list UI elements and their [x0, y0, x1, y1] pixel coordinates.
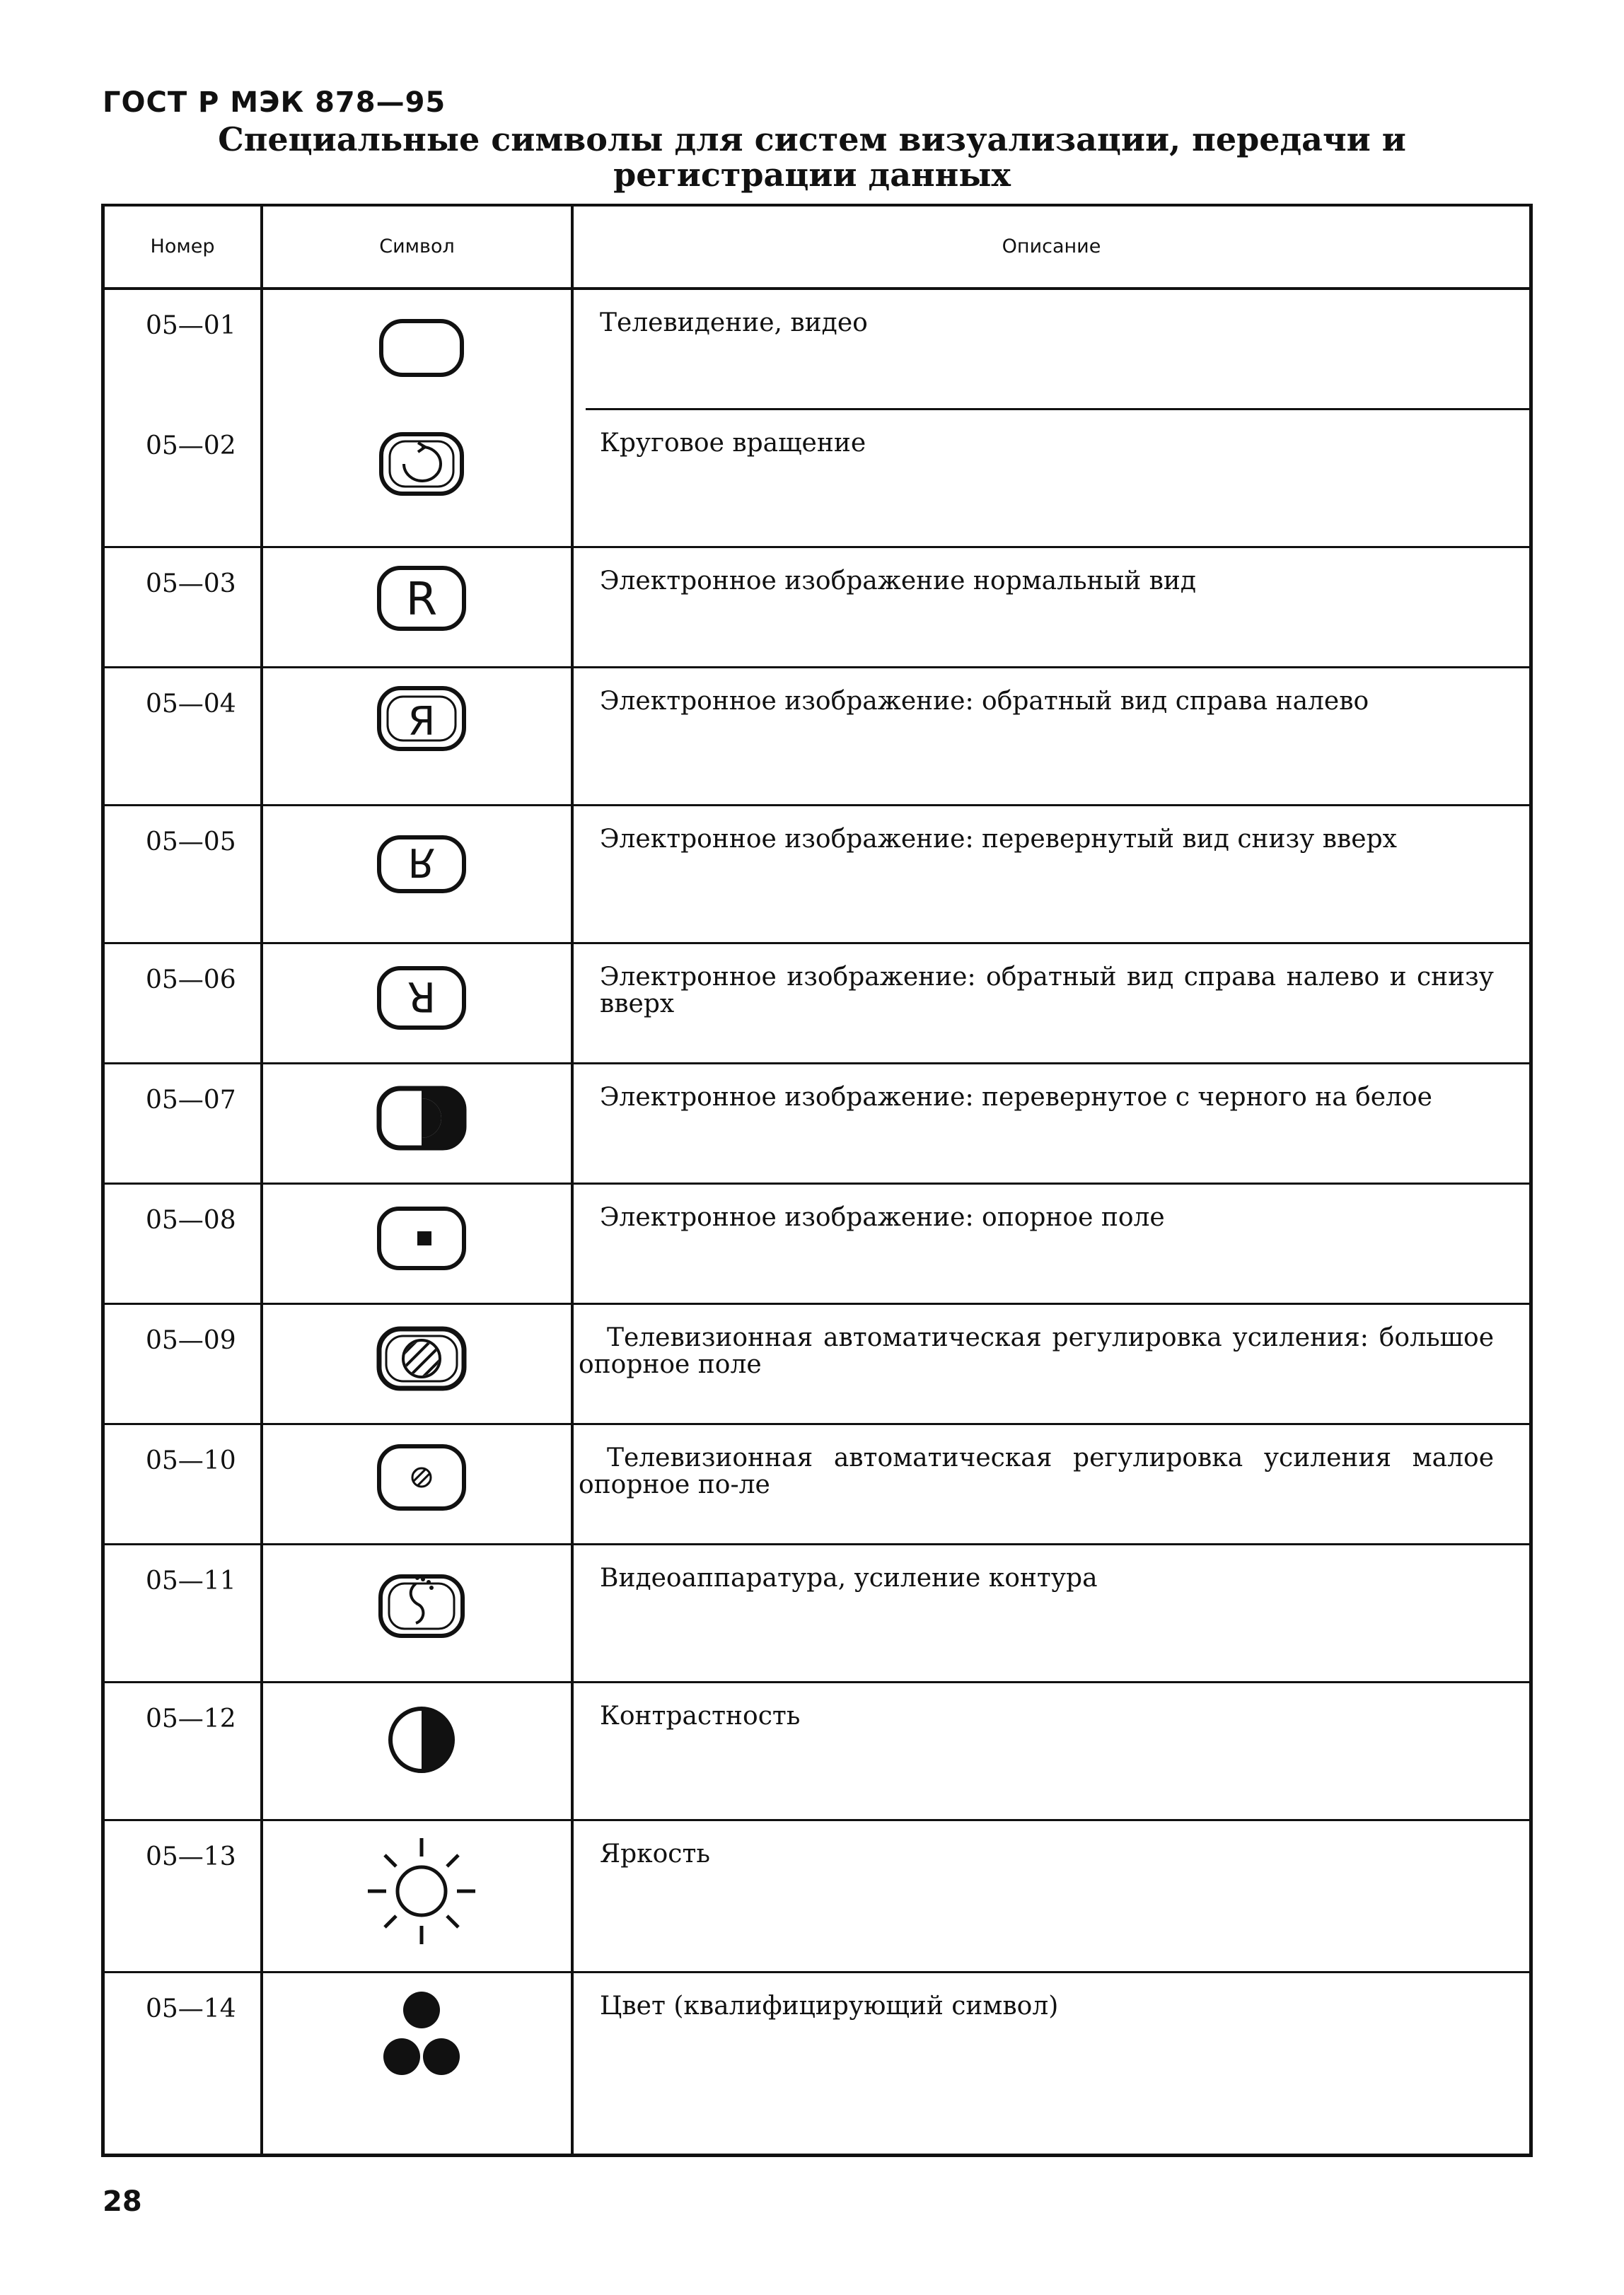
symbol-cell: [267, 1693, 576, 1799]
row-number: 05—11: [146, 1567, 236, 1596]
row-number: 05—08: [146, 1206, 236, 1235]
standard-designation: ГОСТ Р МЭК 878—95: [103, 86, 446, 119]
svg-text:R: R: [407, 839, 436, 885]
symbol-cell: [267, 678, 576, 784]
svg-text:R: R: [407, 972, 436, 1021]
row-description: Телевидение, видео: [600, 308, 868, 337]
row-number: 05—05: [146, 827, 236, 856]
row-description: Цвет (квалифицирующий символ): [600, 1992, 1059, 2021]
symbol-cell: [267, 1315, 576, 1421]
agc-large-field-icon: [372, 1315, 471, 1393]
row-number: 05—14: [146, 1994, 236, 2023]
row-number: 05—07: [146, 1086, 236, 1115]
image-mirrored-icon: [372, 678, 471, 756]
column-header-symbol: Символ: [379, 236, 455, 257]
table-row: [105, 410, 1529, 548]
symbol-cell: [267, 1983, 576, 2089]
table-row: [105, 944, 1529, 1064]
row-number: 05—12: [146, 1704, 236, 1733]
symbol-cell: [267, 1831, 576, 1937]
table-row: [105, 1973, 1529, 2154]
symbol-cell: [267, 1555, 576, 1661]
symbol-cell: [267, 1435, 576, 1541]
agc-small-field-icon: [372, 1435, 471, 1513]
reference-field-icon: [372, 1195, 471, 1272]
image-inverted-icon: [372, 1074, 471, 1152]
svg-text:Я: Я: [407, 699, 436, 745]
row-number: 05—04: [146, 690, 236, 719]
row-number: 05—09: [146, 1326, 236, 1355]
table-row: [105, 1425, 1529, 1545]
symbol-cell: [267, 954, 576, 1060]
title-line-2: регистрации данных: [613, 156, 1011, 194]
table-row: [105, 1683, 1529, 1821]
tv-screen-icon: [376, 300, 468, 378]
row-description: Яркость: [600, 1840, 710, 1869]
symbol-cell: [267, 816, 576, 922]
table-row: [105, 1305, 1529, 1425]
symbols-table: [101, 204, 1533, 2157]
title-line-1: Специальные символы для систем визуализации, передачи и: [218, 120, 1406, 158]
row-description: Электронное изображение: перевернутый вид снизу вверх: [600, 825, 1397, 854]
brightness-icon: [358, 1831, 485, 1951]
page-number: 28: [103, 2185, 142, 2218]
row-description: Электронное изображение: опорное поле: [600, 1203, 1165, 1232]
color-icon: [365, 1983, 478, 2089]
row-description: Электронное изображение: обратный вид справа налево и снизу вверх: [600, 963, 1494, 1018]
row-number: 05—06: [146, 965, 236, 994]
svg-text:R: R: [405, 574, 438, 626]
image-flipped-icon: [372, 816, 471, 894]
table-row: [105, 290, 1529, 410]
row-description: Электронное изображение нормальный вид: [600, 567, 1197, 595]
row-description: Телевизионная автоматическая регулировка усиления малое опорное по-ле: [579, 1443, 1494, 1499]
table-row: [105, 668, 1529, 806]
column-header-description: Описание: [1002, 236, 1101, 257]
row-description: Контрастность: [600, 1702, 801, 1731]
table-row: [105, 1821, 1529, 1973]
symbol-cell: [267, 1074, 576, 1180]
image-normal-icon: [372, 558, 471, 636]
column-header-number: Номер: [150, 236, 215, 257]
image-rotated-icon: [372, 954, 471, 1032]
row-number: 05—10: [146, 1446, 236, 1475]
table-row: [105, 1064, 1529, 1185]
row-description: Телевизионная автоматическая регулировка усиления: большое опорное поле: [579, 1323, 1494, 1379]
table-row: [105, 806, 1529, 944]
symbol-cell: [267, 420, 576, 526]
contrast-icon: [372, 1693, 471, 1778]
symbol-cell: [267, 558, 576, 664]
row-description: Круговое вращение: [600, 429, 866, 458]
row-description: Видеоаппаратура, усиление контура: [600, 1564, 1098, 1593]
table-row: [105, 1545, 1529, 1683]
row-description: Электронное изображение: перевернутое с черного на белое: [600, 1083, 1432, 1112]
symbol-cell: [267, 300, 576, 406]
row-description: Электронное изображение: обратный вид справа налево: [600, 687, 1369, 716]
symbol-cell: [267, 1195, 576, 1301]
row-number: 05—02: [146, 431, 236, 460]
table-row: [105, 1185, 1529, 1305]
contour-enhancement-icon: [372, 1555, 471, 1640]
circular-rotation-icon: [376, 420, 468, 498]
page-title: [0, 122, 1624, 192]
row-number: 05—01: [146, 311, 236, 340]
table-header: [105, 207, 1529, 290]
table-row: [105, 548, 1529, 668]
row-number: 05—13: [146, 1842, 236, 1871]
row-number: 05—03: [146, 569, 236, 598]
